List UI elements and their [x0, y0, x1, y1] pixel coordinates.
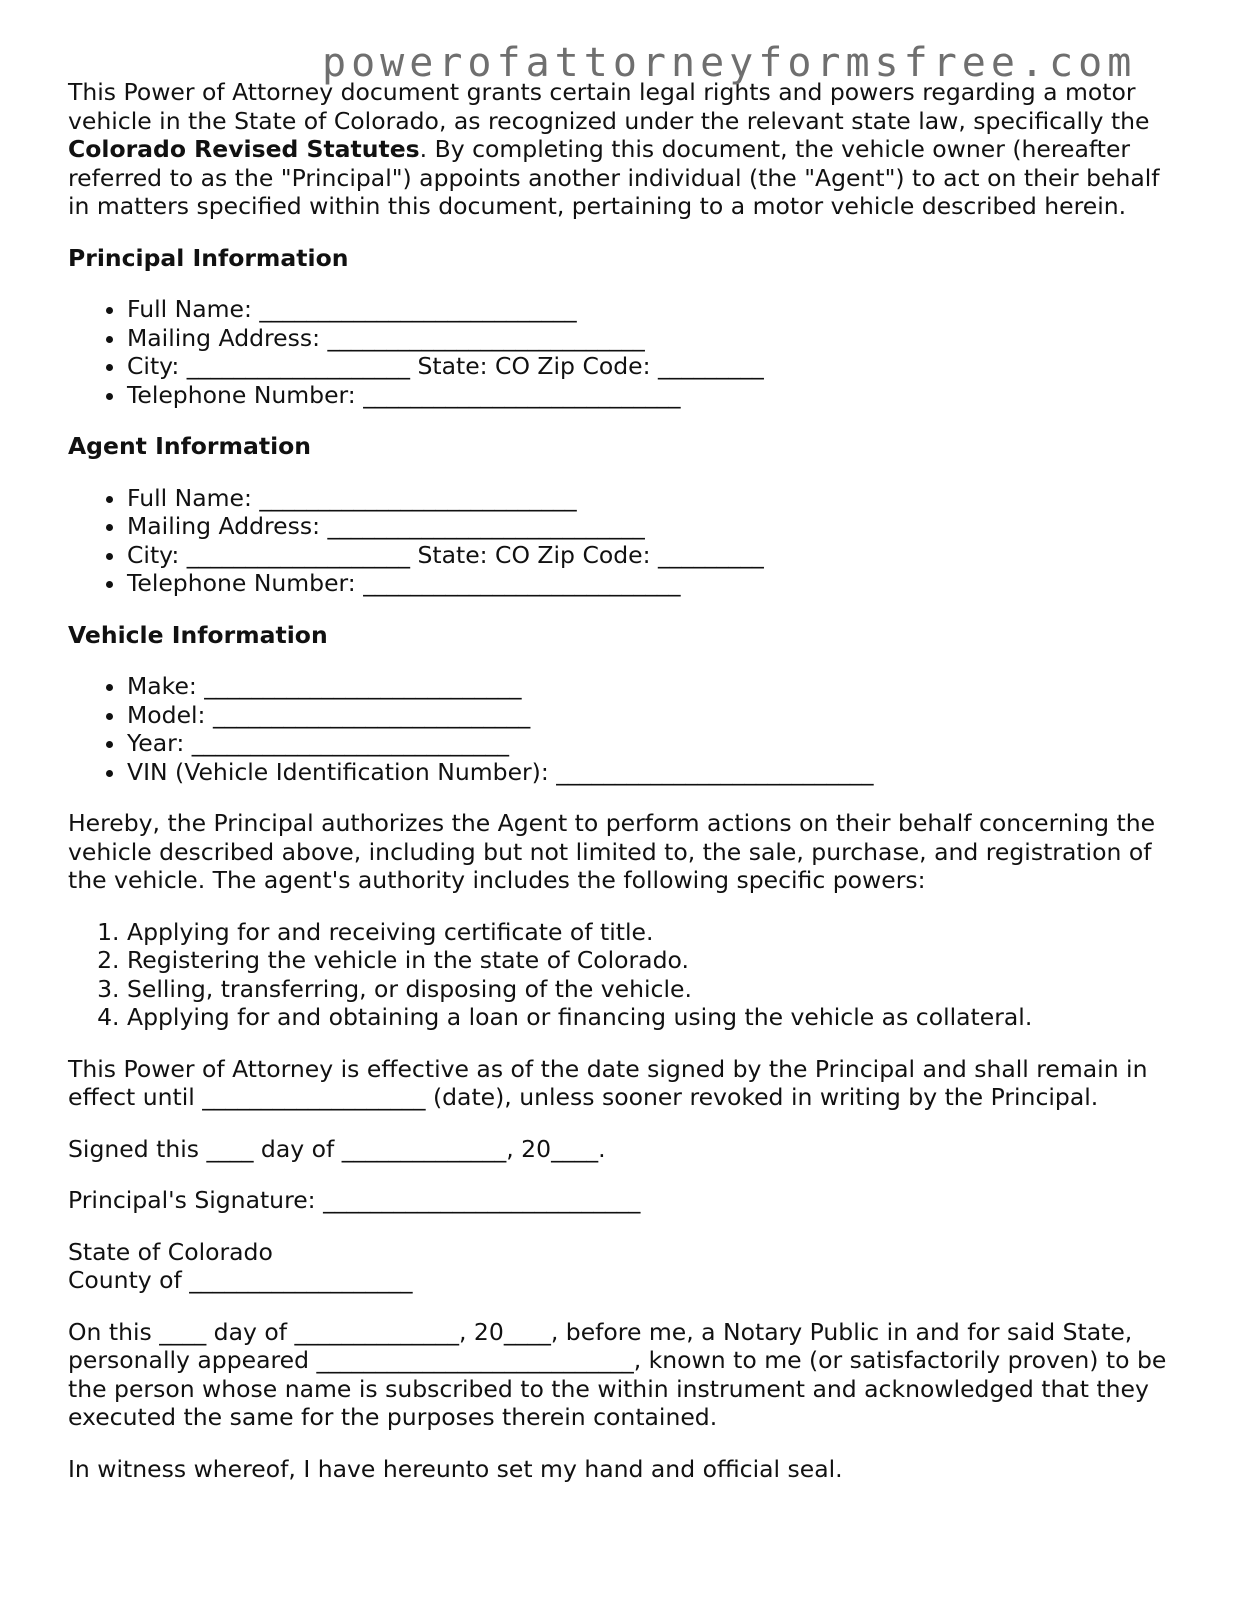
principal-heading: Principal Information [68, 243, 349, 272]
principal-telephone: • Telephone Number: ___________________________ [127, 381, 1178, 410]
document-body [68, 78, 1178, 1506]
agent-heading: Agent Information [68, 432, 312, 460]
statute-name: Colorado Revised Statutes [68, 135, 420, 163]
vehicle-heading: Vehicle Information [68, 620, 328, 649]
intro-text-end: . By completing this document, the vehicle owner (hereafter referred to as the "Principal") appoints another individual (the "Agent") to act on their behalf in matters specified within this document, pertaining to a motor vehicle described herein. [68, 135, 1160, 220]
vehicle-year: • Year: ___________________________ [127, 729, 1178, 758]
principal-mailing-address: • Mailing Address: ___________________________ [127, 324, 1178, 353]
signed-this-line: Signed this ____ day of ______________, 20____. [68, 1134, 606, 1163]
principal-fields [68, 295, 1178, 409]
vehicle-model: • Model: ___________________________ [127, 701, 1178, 730]
power-item: 4. Applying for and obtaining a loan or financing using the vehicle as collateral. [127, 1003, 1178, 1032]
principal-signature-line: Principal's Signature: ___________________________ [68, 1186, 641, 1214]
agent-fields [68, 484, 1178, 598]
principal-city-state-zip: • City: ___________________ State: CO Zip Code: _________ [127, 352, 1178, 381]
county-line: County of ___________________ [68, 1266, 413, 1294]
power-item: 1. Applying for and receiving certificate of title. [127, 918, 1178, 947]
principal-full-name: • Full Name: ___________________________ [127, 295, 1178, 324]
venue-block [68, 1238, 1178, 1295]
authorization-paragraph: Hereby, the Principal authorizes the Agent to perform actions on their behalf concerning the vehicle described above, including but not limited to, the sale, purchase, and registration of the vehicle. The agent's authority includes the following specific powers: [68, 809, 1156, 894]
effective-paragraph: This Power of Attorney is effective as of the date signed by the Principal and shall remain in effect until ___________________ (date), unless sooner revoked in writing by the Principal. [68, 1054, 1148, 1111]
agent-mailing-address: • Mailing Address: ___________________________ [127, 512, 1178, 541]
vehicle-make: • Make: ___________________________ [127, 672, 1178, 701]
vehicle-vin: • VIN (Vehicle Identification Number): ___________________________ [127, 758, 1178, 787]
agent-telephone: • Telephone Number: ___________________________ [127, 569, 1178, 598]
notary-paragraph: On this ____ day of ______________, 20____, before me, a Notary Public in and for said State, personally appeared ___________________________, known to me (or satisfactorily proven) to be the person whose name is subscribed to the within instrument and acknowledged that they executed the same for the purposes therein contained. [68, 1317, 1167, 1431]
intro-text-start: This Power of Attorney document grants certain legal rights and powers regarding a motor vehicle in the State of Colorado, as recognized under the relevant state law, specifically the [68, 78, 1150, 135]
power-item: 2. Registering the vehicle in the state of Colorado. [127, 946, 1178, 975]
watermark-text: powerofattorneyformsfree.com [322, 40, 1137, 86]
agent-full-name: • Full Name: ___________________________ [127, 484, 1178, 513]
vehicle-fields [68, 672, 1178, 786]
power-item: 3. Selling, transferring, or disposing of the vehicle. [127, 975, 1178, 1004]
witness-paragraph: In witness whereof, I have hereunto set my hand and official seal. [68, 1454, 843, 1483]
state-line: State of Colorado [68, 1237, 273, 1266]
agent-city-state-zip: • City: ___________________ State: CO Zip Code: _________ [127, 541, 1178, 570]
intro-paragraph [68, 78, 1178, 221]
powers-list [68, 918, 1178, 1032]
